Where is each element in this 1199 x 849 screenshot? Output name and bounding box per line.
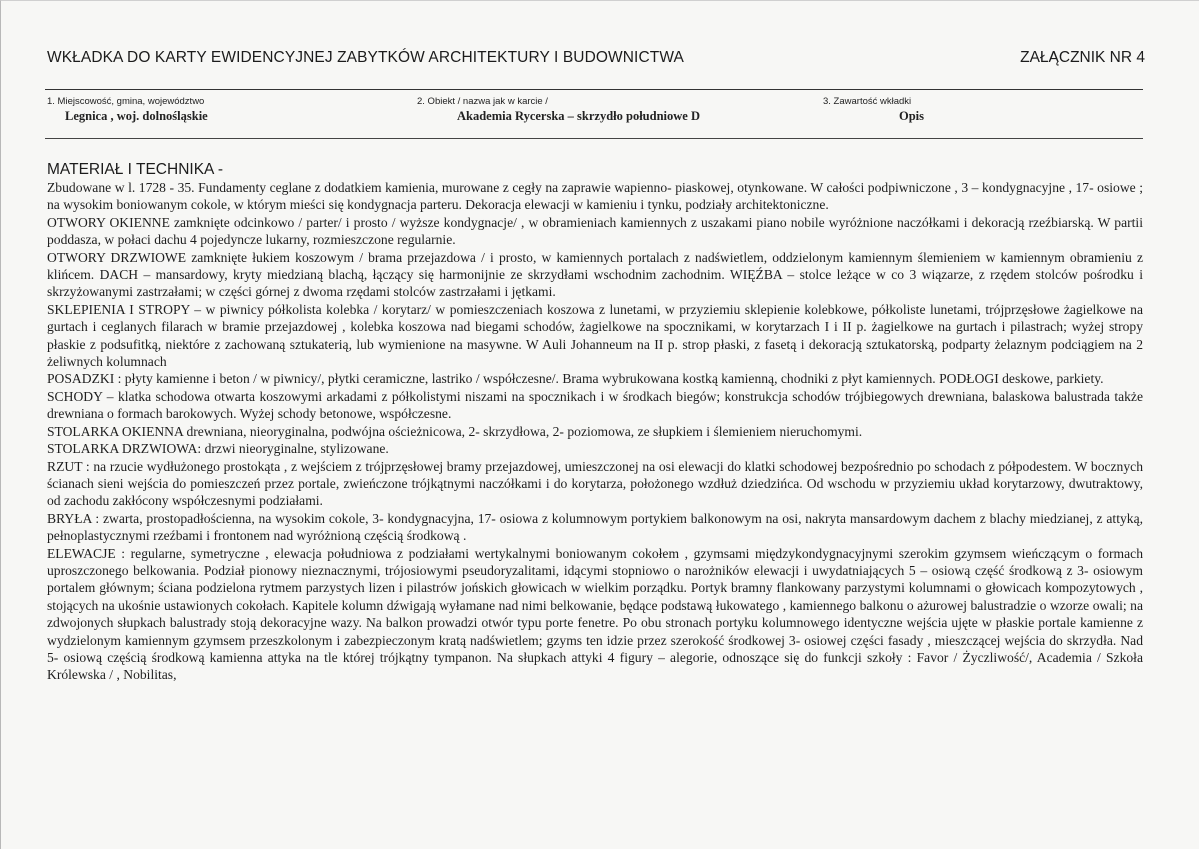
- field-contents-label: 3. Zawartość wkładki: [823, 96, 912, 107]
- form-title: WKŁADKA DO KARTY EWIDENCYJNEJ ZABYTKÓW ARCHITEKTURY I BUDOWNICTWA: [47, 49, 684, 66]
- paragraph-door-joinery: STOLARKA DRZWIOWA: drzwi nieoryginalne, stylizowane.: [47, 441, 389, 457]
- field-object-value: Akademia Rycerska – skrzydło południowe D: [457, 109, 700, 123]
- description-body: [47, 179, 1143, 684]
- paragraph-plan: RZUT : na rzucie wydłużonego prostokąta , z wejściem z trójprzęsłowej bramy przejazdowej, umieszczonej na osi elewacji do klatki schodowej bezpośrednio po schodach z półpodestem. W bocznych ścianach sieni wejścia do pomieszczeń przez portale, zwieńczone trójkątnymi naczółkami i do korytarza, położonego wzdłuż dziedzińca. Od wschodu w przyziemiu układ korytarzowy, dwutraktowy, od zachodu zakłócony współczesnymi podziałami.: [47, 458, 1143, 509]
- paragraph-mass: BRYŁA : zwarta, prostopadłościenna, na wysokim cokole, 3- kondygnacyjna, 17- osiowa z kolumnowym portykiem balkonowym na osi, nakryta mansardowym dachem z blachy miedzianej, z attyką, pełnoplastycznymi rzeźbami i frontonem nad wyróżnioną częścią środkową .: [47, 510, 1143, 544]
- section-title: MATERIAŁ I TECHNIKA -: [47, 161, 223, 178]
- field-contents: [823, 96, 924, 124]
- field-location-value: Legnica , woj. dolnośląskie: [65, 109, 208, 123]
- field-location-label: 1. Miejscowość, gmina, województwo: [47, 96, 205, 107]
- paragraph-door-openings: OTWORY DRZWIOWE zamknięte łukiem koszowym / brama przejazdowa / i prosto, w kamiennych portalach z nadświetlem, oddzielonym kamiennym ślemieniem w kamiennym obramieniu z klińcem. DACH – mansardowy, kryty miedzianą blachą, łączący się harmonijnie ze skrzydłami wschodnim zachodnim. WIĘŹBA – stolce leżące w co 3 wiązarze, z rzędem stolców pośrodku i skrzyżowanymi zastrzałami; w części górnej z dwoma rzędami stolców zastrzałami i jętkami.: [47, 249, 1143, 300]
- paragraph-window-joinery: STOLARKA OKIENNA drewniana, nieoryginalna, podwójna ościeżnicowa, 2- skrzydłowa, 2- poziomowa, ze słupkiem i ślemieniem nieruchomymi.: [47, 423, 863, 439]
- header-rule: [45, 89, 1143, 90]
- paragraph-construction: Zbudowane w l. 1728 - 35. Fundamenty ceglane z dodatkiem kamienia, murowane z cegły na zaprawie wapienno- piaskowej, otynkowane. W całości podpiwniczone , 3 – kondygnacyjne , 17- osiowe ; na wysokim boniowanym cokole, w którym mieści się kondygnacja parteru. Dekoracja elewacji w kamieniu i tynku, podziały architektoniczne.: [47, 180, 1143, 213]
- paragraph-floors: POSADZKI : płyty kamienne i beton / w piwnicy/, płytki ceramiczne, lastriko / współczesne/. Brama wybrukowana kostką kamienną, chodniki z płyt kamiennych. PODŁOGI deskowe, parkiety.: [47, 371, 1104, 387]
- paragraph-window-openings: OTWORY OKIENNE zamknięte odcinkowo / parter/ i prosto / wyższe kondygnacje/ , w obramieniach kamiennych z uszakami piano nobile wyróżnione naczółkami i dekoracją rzeźbiarską. W partii poddasza, w połaci dachu 4 pojedyncze lukarny, rozmieszczone regularnie.: [47, 214, 1143, 248]
- fields-rule: [45, 138, 1143, 139]
- annex-number: ZAŁĄCZNIK NR 4: [1020, 49, 1145, 66]
- field-contents-value: Opis: [899, 109, 925, 123]
- field-location: [47, 96, 208, 124]
- paragraph-stairs: SCHODY – klatka schodowa otwarta koszowymi arkadami z półkolistymi niszami na spocznikach i w środkach biegów; konstrukcja schodów trójbiegowych drewniana, balaskowa balustrada także drewniana o formach barokowych. Wyżej schody betonowe, współczesne.: [47, 388, 1143, 422]
- paragraph-elevations: ELEWACJE : regularne, symetryczne , elewacja południowa z podziałami wertykalnymi boniowanym cokołem , gzymsami międzykondygnacyjnymi szerokim gzymsem wieńczącym o formach uproszczonego belkowania. Podział pionowy nieznacznymi, trójosiowymi pseudoryzalitami, idącymi stopniowo o narożników elewacji i uwydatniających 5 – osiową część środkową z 3- osiowym portalem głównym; ściana podzielona rytmem parzystych lizen i pilastrów jońskich głowicach w wielkim porządku. Portyk bramny flankowany parzystymi kolumnami o głowicach kompozytowych , stojących na ukośnie ustawionych cokołach. Kapitele kolumn dźwigają wyłamane nad nimi belkowanie, będące podstawą łukowatego , kamiennego balkonu o ażurowej balustradzie o wzorze owali; na zdwojonych słupkach balustrady stoją dekoracyjne wazy. Na balkon prowadzi otwór typu porte fenetre. Po obu stronach portyku kolumnowego identyczne wejścia ujęte w płaskie portale kamienne z wydzielonym kamiennym gzymsem przeszkolonym i zabezpieczonym kratą nadświetlem; gzyms ten idzie przez szerokość środkowej 3- osiowej części fasady , mieszczącej wejścia do skrzydła. Nad 5- osiową częścią środkową kamienna attyka na tle której trójkątny tympanon. Na słupkach attyki 4 figury – alegorie, odnoszące się do funkcji szkoły : Favor / Życzliwość/, Academia / Szkoła Królewska / , Nobilitas,: [47, 545, 1143, 683]
- field-object: [417, 96, 700, 124]
- field-object-label: 2. Obiekt / nazwa jak w karcie /: [417, 96, 548, 107]
- paragraph-vaults-ceilings: SKLEPIENIA I STROPY – w piwnicy półkolista kolebka / korytarz/ w pomieszczeniach koszowa z lunetami, w przyziemiu sklepienie kolebkowe, półkoliste lunetami, trójprzęsłowe żagielkowe na gurtach i ceglanych filarach w bramie przejazdowej , kolebka koszowa nad biegami schodów, żagielkowe na spocznikami, w korytarzach I i II p. żagielkowe na gurtach i pilastrach; wyżej stropy płaskie z podsufitką, niektóre z zachowaną sztukaterią, lub wymienione na masywne. W Auli Johanneum na II p. strop płaski, z fasetą i dekoracją sztukatorską, podparty żelaznym podciągiem na 2 żeliwnych kolumnach: [47, 301, 1143, 370]
